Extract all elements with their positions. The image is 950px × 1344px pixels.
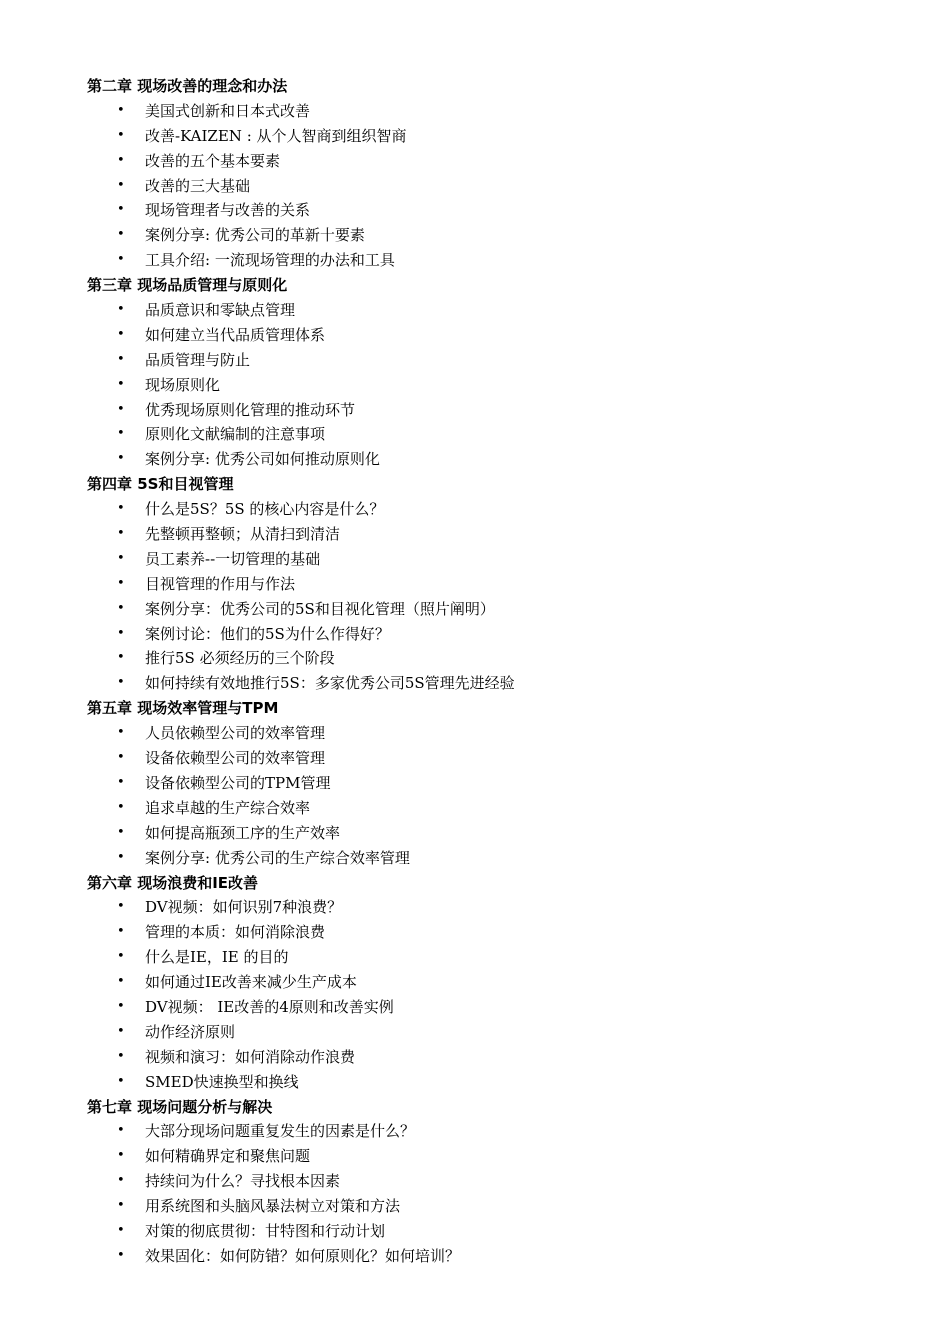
list-item-text: 案例分享: 优秀公司的革新十要素	[145, 226, 365, 245]
list-item-text: 什么是5S？5S 的核心内容是什么？	[145, 500, 385, 519]
bullet-icon: •	[117, 127, 125, 143]
chapter-item-list	[0, 99, 950, 273]
list-item-text: 案例讨论：他们的5S为什么作得好？	[145, 624, 390, 643]
bullet-icon: •	[117, 102, 125, 118]
chapter-title: 第三章 现场品质管理与原则化	[87, 276, 288, 295]
list-item-text: 案例分享: 优秀公司的生产综合效率管理	[145, 848, 410, 867]
list-item-text: 案例分享：优秀公司的5S和目视化管理（照片阐明）	[145, 599, 495, 618]
bullet-icon: •	[117, 177, 125, 193]
list-item	[0, 1045, 950, 1070]
bullet-icon: •	[117, 1222, 125, 1238]
list-item	[0, 1219, 950, 1244]
chapter-title: 第二章 现场改善的理念和办法	[87, 77, 288, 95]
list-item	[0, 547, 950, 572]
list-item	[0, 149, 950, 174]
chapter-item-list	[0, 1119, 950, 1268]
list-item	[0, 198, 950, 223]
list-item-text: 如何精确界定和聚焦问题	[145, 1147, 311, 1166]
bullet-icon: •	[117, 650, 125, 666]
list-item	[0, 1070, 950, 1095]
list-item-text: 目视管理的作用与作法	[145, 574, 296, 593]
list-item	[0, 298, 950, 323]
bullet-icon: •	[117, 401, 125, 417]
list-item	[0, 348, 950, 373]
list-item	[0, 1119, 950, 1144]
list-item-text: 对策的彻底贯彻：甘特图和行动计划	[145, 1221, 386, 1240]
list-item-text: 现场原则化	[145, 375, 221, 394]
bullet-icon: •	[117, 326, 125, 342]
list-item	[0, 646, 950, 671]
bullet-icon: •	[117, 725, 125, 741]
chapter-7	[0, 1095, 950, 1269]
list-item	[0, 1020, 950, 1045]
list-item-text: 美国式创新和日本式改善	[145, 101, 311, 120]
list-item	[0, 1169, 950, 1194]
list-item-text: 如何建立当代品质管理体系	[145, 325, 326, 344]
bullet-icon: •	[117, 351, 125, 367]
chapter-title: 第四章 5S和目视管理	[87, 475, 234, 494]
list-item-text: 持续问为什么？寻找根本因素	[145, 1172, 341, 1191]
list-item	[0, 248, 950, 273]
list-item-text: 现场管理者与改善的关系	[145, 201, 311, 220]
chapter-item-list	[0, 721, 950, 870]
list-item	[0, 223, 950, 248]
chapter-item-list	[0, 497, 950, 696]
list-item-text: 改善-KAIZEN : 从个人智商到组织智商	[145, 126, 407, 145]
bullet-icon: •	[117, 575, 125, 591]
chapter-title: 第六章 现场浪费和IE改善	[87, 873, 259, 892]
list-item-text: 追求卓越的生产综合效率	[145, 798, 311, 817]
bullet-icon: •	[117, 1247, 125, 1263]
bullet-icon: •	[117, 526, 125, 542]
bullet-icon: •	[117, 1198, 125, 1214]
list-item-text: 工具介绍: 一流现场管理的办法和工具	[145, 251, 395, 270]
list-item	[0, 398, 950, 423]
bullet-icon: •	[117, 426, 125, 442]
bullet-icon: •	[117, 1148, 125, 1164]
list-item	[0, 771, 950, 796]
chapter-2	[0, 74, 950, 273]
list-item-text: 视频和演习：如何消除动作浪费	[145, 1047, 356, 1066]
bullet-icon: •	[117, 252, 125, 268]
list-item	[0, 920, 950, 945]
bullet-icon: •	[117, 849, 125, 865]
bullet-icon: •	[117, 501, 125, 517]
bullet-icon: •	[117, 899, 125, 915]
list-item-text: 管理的本质：如何消除浪费	[145, 923, 326, 942]
list-item	[0, 846, 950, 871]
document-page	[0, 74, 950, 1269]
list-item-text: 品质管理与防止	[145, 350, 251, 369]
bullet-icon: •	[117, 550, 125, 566]
list-item-text: 设备依赖型公司的TPM管理	[145, 773, 331, 792]
list-item	[0, 945, 950, 970]
chapter-item-list	[0, 895, 950, 1094]
list-item	[0, 174, 950, 199]
list-item-text: 大部分现场问题重复发生的因素是什么？	[145, 1122, 416, 1141]
list-item-text: 如何提高瓶颈工序的生产效率	[145, 823, 341, 842]
bullet-icon: •	[117, 1173, 125, 1189]
list-item-text: SMED快速换型和换线	[145, 1072, 299, 1091]
list-item-text: 员工素养--一切管理的基础	[145, 549, 321, 568]
list-item-text: DV视频： IE改善的4原则和改善实例	[145, 997, 394, 1016]
bullet-icon: •	[117, 302, 125, 318]
bullet-icon: •	[117, 152, 125, 168]
bullet-icon: •	[117, 974, 125, 990]
list-item-text: 如何通过IE改善来减少生产成本	[145, 973, 357, 992]
bullet-icon: •	[117, 451, 125, 467]
chapter-4	[0, 472, 950, 696]
chapter-6	[0, 871, 950, 1095]
bullet-icon: •	[117, 998, 125, 1014]
list-item	[0, 522, 950, 547]
list-item-text: 效果固化：如何防错？如何原则化？如何培训？	[145, 1246, 461, 1265]
list-item	[0, 422, 950, 447]
list-item	[0, 895, 950, 920]
list-item-text: 人员依赖型公司的效率管理	[145, 724, 326, 743]
chapter-5	[0, 696, 950, 870]
list-item	[0, 622, 950, 647]
list-item	[0, 373, 950, 398]
list-item-text: 案例分享: 优秀公司如何推动原则化	[145, 450, 380, 469]
bullet-icon: •	[117, 600, 125, 616]
bullet-icon: •	[117, 227, 125, 243]
bullet-icon: •	[117, 774, 125, 790]
list-item	[0, 721, 950, 746]
list-item-text: 先整顿再整顿；从清扫到清洁	[145, 525, 341, 544]
list-item	[0, 323, 950, 348]
bullet-icon: •	[117, 799, 125, 815]
list-item-text: 推行5S 必须经历的三个阶段	[145, 649, 335, 668]
list-item	[0, 1144, 950, 1169]
list-item-text: 用系统图和头脑风暴法树立对策和方法	[145, 1197, 401, 1216]
list-item	[0, 671, 950, 696]
bullet-icon: •	[117, 1023, 125, 1039]
bullet-icon: •	[117, 750, 125, 766]
list-item	[0, 746, 950, 771]
list-item-text: 如何持续有效地推行5S：多家优秀公司5S管理先进经验	[145, 674, 515, 693]
bullet-icon: •	[117, 675, 125, 691]
list-item	[0, 447, 950, 472]
bullet-icon: •	[117, 376, 125, 392]
list-item	[0, 1244, 950, 1269]
list-item-text: 优秀现场原则化管理的推动环节	[145, 400, 356, 419]
list-item	[0, 1194, 950, 1219]
bullet-icon: •	[117, 1123, 125, 1139]
list-item	[0, 597, 950, 622]
list-item	[0, 124, 950, 149]
bullet-icon: •	[117, 1073, 125, 1089]
bullet-icon: •	[117, 625, 125, 641]
list-item	[0, 821, 950, 846]
list-item-text: 动作经济原则	[145, 1022, 236, 1041]
chapter-title: 第七章 现场问题分析与解决	[87, 1097, 273, 1116]
list-item-text: 品质意识和零缺点管理	[145, 301, 296, 320]
list-item-text: DV视频：如何识别7种浪费？	[145, 898, 343, 917]
list-item	[0, 572, 950, 597]
chapter-item-list	[0, 298, 950, 472]
chapter-3	[0, 273, 950, 472]
list-item	[0, 796, 950, 821]
list-item	[0, 995, 950, 1020]
list-item-text: 设备依赖型公司的效率管理	[145, 749, 326, 768]
list-item-text: 原则化文献编制的注意事项	[145, 425, 326, 444]
list-item	[0, 497, 950, 522]
list-item	[0, 970, 950, 995]
bullet-icon: •	[117, 202, 125, 218]
bullet-icon: •	[117, 949, 125, 965]
bullet-icon: •	[117, 1048, 125, 1064]
bullet-icon: •	[117, 924, 125, 940]
list-item-text: 什么是IE，IE 的目的	[145, 948, 289, 967]
bullet-icon: •	[117, 824, 125, 840]
list-item	[0, 99, 950, 124]
list-item-text: 改善的五个基本要素	[145, 151, 281, 170]
chapter-title: 第五章 现场效率管理与TPM	[87, 699, 279, 718]
list-item-text: 改善的三大基础	[145, 176, 251, 195]
